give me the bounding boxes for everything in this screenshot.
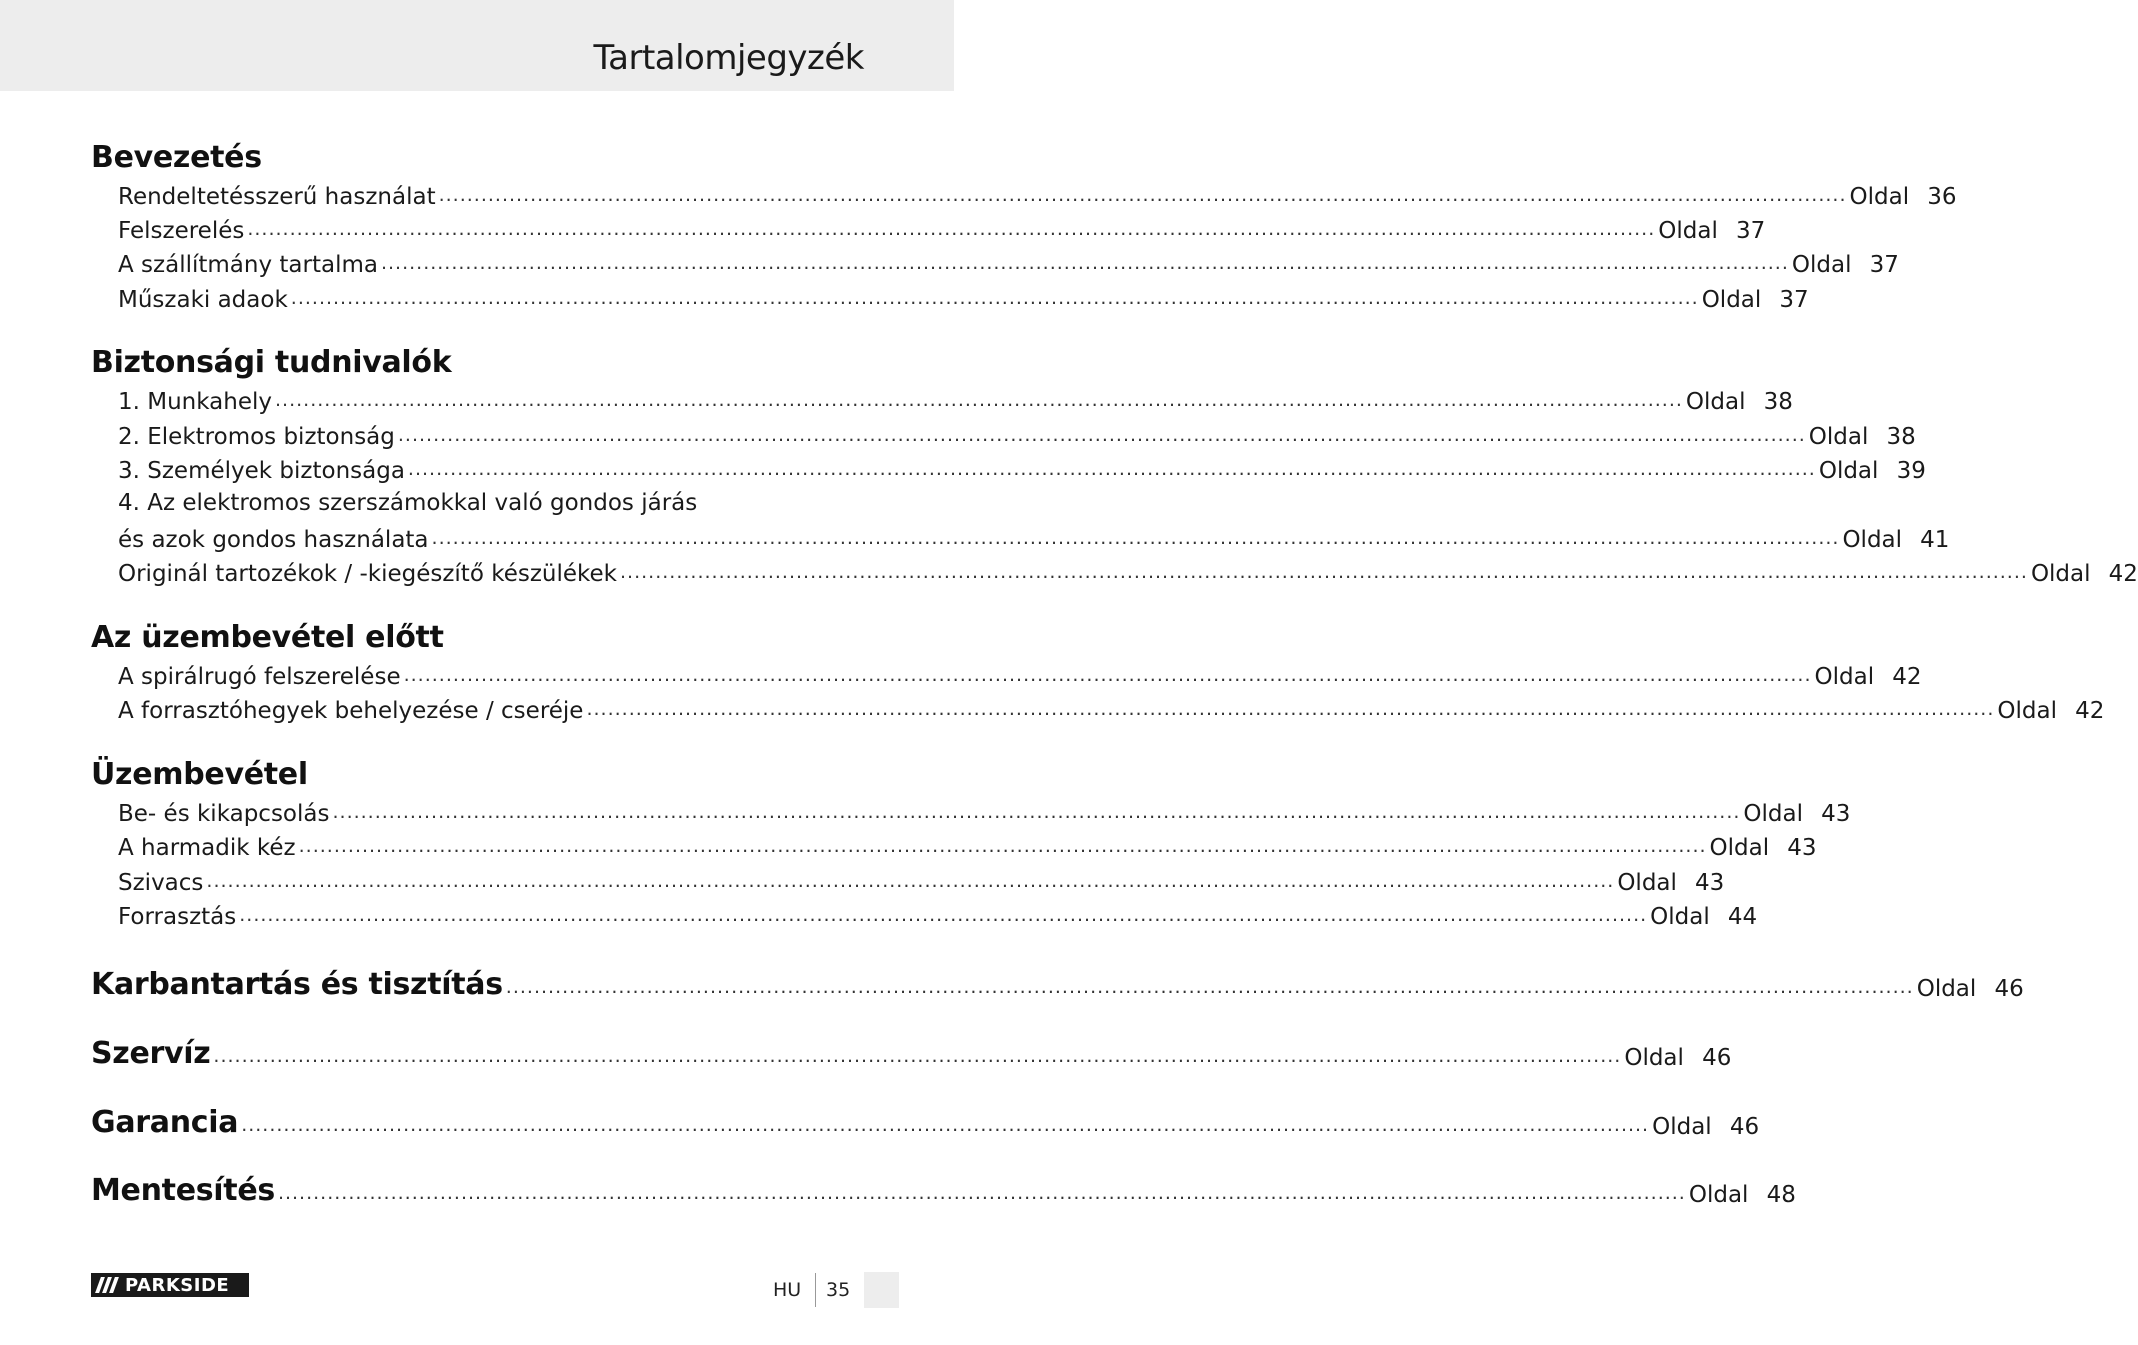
page-word: Oldal	[1849, 184, 1910, 210]
toc-heading-label: Karbantartás és tisztítás	[91, 967, 503, 1002]
toc-entry[interactable]	[118, 420, 1916, 450]
page-number: 36	[1927, 184, 1957, 210]
toc-entry-label: Forrasztás	[118, 904, 237, 930]
page-number: 48	[1766, 1182, 1796, 1208]
page-word: Oldal	[2030, 561, 2091, 587]
page-number: 43	[1695, 870, 1725, 896]
page-number: 42	[1892, 664, 1922, 690]
toc-heading-entry[interactable]	[91, 1100, 1760, 1140]
page-number: 46	[1729, 1114, 1760, 1140]
page-word: Oldal	[1743, 801, 1803, 827]
page-word: Oldal	[1658, 218, 1718, 244]
page-word: Oldal	[1685, 389, 1746, 415]
dot-leader: ........................................................................................................................................................................................................	[277, 1182, 1686, 1204]
dot-leader: ........................................................................................................................................................................................................	[239, 904, 1648, 926]
footer-tab	[864, 1272, 899, 1308]
toc-entry-label: 3. Személyek biztonsága	[118, 458, 405, 484]
toc-entry[interactable]	[118, 694, 2105, 724]
toc-heading-entry[interactable]	[91, 1031, 1732, 1071]
toc-entry[interactable]	[118, 523, 1950, 553]
page-word: Oldal	[1818, 458, 1879, 484]
logo-text: PARKSIDE	[125, 1274, 230, 1296]
language-code: HU	[773, 1279, 802, 1301]
dot-leader: ........................................................................................................................................................................................................	[206, 870, 1615, 892]
page-number: 46	[1702, 1045, 1732, 1071]
toc-entry[interactable]	[118, 660, 1922, 690]
page-number: 42	[2108, 561, 2138, 587]
page-number: 38	[1763, 389, 1793, 415]
toc-heading-label: Garancia	[91, 1105, 239, 1140]
dot-leader: ........................................................................................................................................................................................................	[332, 801, 1741, 823]
toc-entry-label: Műszaki adaok	[118, 287, 288, 313]
toc-entry-label: A szállítmány tartalma	[118, 252, 378, 278]
toc-entry[interactable]	[118, 797, 1851, 827]
dot-leader: ........................................................................................................................................................................................................	[407, 458, 1816, 480]
page-word: Oldal	[1650, 904, 1710, 930]
toc-heading-label: Szervíz	[91, 1036, 211, 1071]
toc-entry-label: Szivacs	[118, 870, 204, 896]
toc-entry-label: és azok gondos használata	[118, 527, 429, 553]
page-word: Oldal	[1916, 976, 1977, 1002]
toc-entry[interactable]	[118, 283, 1809, 313]
toc-entry-label: Be- és kikapcsolás	[118, 801, 330, 827]
page-word: Oldal	[1709, 835, 1770, 861]
parkside-logo	[91, 1273, 249, 1297]
page-number: 41	[1920, 527, 1950, 553]
page-word: Oldal	[1814, 664, 1875, 690]
dot-leader: ........................................................................................................................................................................................................	[241, 1114, 1650, 1136]
page-number: 37	[1779, 287, 1809, 313]
logo-stripes-icon	[91, 1273, 123, 1297]
toc-entry-label-line1: 4. Az elektromos szerszámokkal való gondos járás	[118, 490, 698, 516]
page-word: Oldal	[1701, 287, 1762, 313]
toc-heading-entry[interactable]	[91, 1168, 1796, 1208]
dot-leader: ........................................................................................................................................................................................................	[505, 976, 1914, 998]
page-number: 43	[1787, 835, 1817, 861]
toc-entry[interactable]	[118, 454, 1926, 484]
page-number: 39	[1896, 458, 1926, 484]
page-number: 43	[1821, 801, 1851, 827]
section-heading: Az üzembevétel előtt	[91, 620, 444, 655]
page-number: 44	[1727, 904, 1758, 930]
section-heading: Biztonsági tudnivalók	[91, 345, 452, 380]
section-heading: Bevezetés	[91, 140, 262, 175]
page-word: Oldal	[1997, 698, 2057, 724]
page-word: Oldal	[1624, 1045, 1684, 1071]
toc-entry[interactable]	[118, 866, 1725, 896]
toc-entry-label: 1. Munkahely	[118, 389, 272, 415]
toc-entry[interactable]	[118, 557, 2138, 587]
toc-entry-label: 2. Elektromos biztonság	[118, 424, 395, 450]
page-word: Oldal	[1652, 1114, 1712, 1140]
toc-heading-entry[interactable]	[91, 962, 2024, 1002]
dot-leader: ........................................................................................................................................................................................................	[438, 184, 1847, 206]
toc-entry-label: A spirálrugó felszerelése	[118, 664, 401, 690]
dot-leader: ........................................................................................................................................................................................................	[431, 527, 1840, 549]
page-word: Oldal	[1842, 527, 1903, 553]
toc-entry-label: Rendeltetésszerű használat	[118, 184, 436, 210]
toc-entry-label: Felszerelés	[118, 218, 245, 244]
page-word: Oldal	[1688, 1182, 1749, 1208]
footer-divider	[815, 1273, 816, 1307]
page-title: Tartalomjegyzék	[593, 38, 864, 78]
section-heading: Üzembevétel	[91, 757, 308, 792]
toc-entry-label: A harmadik kéz	[118, 835, 296, 861]
dot-leader: ........................................................................................................................................................................................................	[380, 252, 1789, 274]
page-number: 46	[1994, 976, 2024, 1002]
page-word: Oldal	[1808, 424, 1869, 450]
dot-leader: ........................................................................................................................................................................................................	[290, 287, 1699, 309]
toc-heading-label: Mentesítés	[91, 1173, 275, 1208]
dot-leader: ........................................................................................................................................................................................................	[586, 698, 1995, 720]
toc-entry[interactable]	[118, 831, 1817, 861]
page-number-footer: 35	[826, 1279, 851, 1301]
dot-leader: ........................................................................................................................................................................................................	[397, 424, 1806, 446]
toc-entry[interactable]	[118, 248, 1899, 278]
dot-leader: ........................................................................................................................................................................................................	[298, 835, 1707, 857]
page-number: 38	[1886, 424, 1916, 450]
page-number: 42	[2075, 698, 2105, 724]
page-word: Oldal	[1791, 252, 1852, 278]
toc-entry[interactable]	[118, 214, 1766, 244]
toc-entry-label: Originál tartozékok / -kiegészítő készülékek	[118, 561, 618, 587]
toc-entry[interactable]	[118, 385, 1793, 415]
dot-leader: ........................................................................................................................................................................................................	[247, 218, 1656, 240]
dot-leader: ........................................................................................................................................................................................................	[620, 561, 2028, 583]
toc-entry[interactable]	[118, 180, 1957, 210]
dot-leader: ........................................................................................................................................................................................................	[213, 1045, 1622, 1067]
page-number: 37	[1735, 218, 1766, 244]
toc-entry-label: A forrasztóhegyek behelyezése / cseréje	[118, 698, 584, 724]
page-word: Oldal	[1617, 870, 1677, 896]
dot-leader: ........................................................................................................................................................................................................	[275, 389, 1683, 411]
dot-leader: ........................................................................................................................................................................................................	[403, 664, 1812, 686]
page-number: 37	[1869, 252, 1899, 278]
toc-entry[interactable]	[118, 900, 1758, 930]
